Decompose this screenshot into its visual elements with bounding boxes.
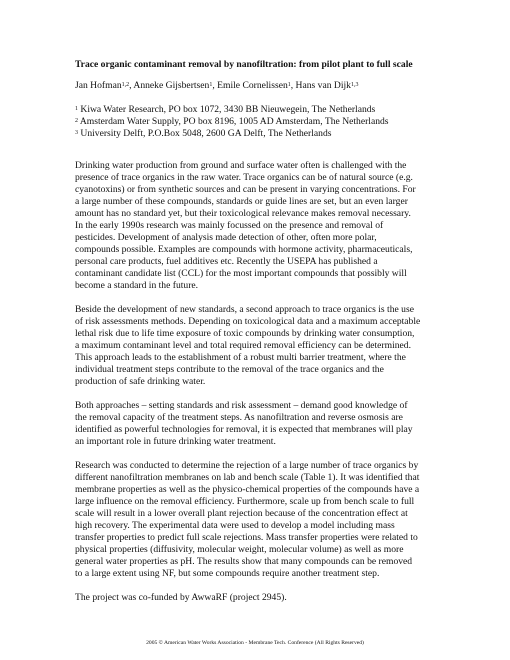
text-line: of risk assessments methods. Depending on toxicological data and a maximum acceptable xyxy=(75,316,421,327)
paper-title: Trace organic contaminant removal by nanofiltration: from pilot plant to full scale xyxy=(75,59,413,70)
author-name: Jan Hofman xyxy=(75,80,122,91)
body-paragraph xyxy=(75,400,447,448)
author-name: Emile Cornelissen xyxy=(217,80,288,91)
text-line: This approach leads to the establishment of a robust multi barrier treatment, where the xyxy=(75,352,406,363)
author-separator: , xyxy=(129,80,134,91)
text-line: an important role in future drinking water treatment. xyxy=(75,436,276,447)
text-line: The project was co-funded by AwwaRF (project 2945). xyxy=(75,592,287,603)
text-line: individual treatment steps contribute to the removal of the trace organics and the xyxy=(75,364,384,375)
text-line: the removal capacity of the treatment steps. As nanofiltration and reverse osmosis are xyxy=(75,412,403,423)
text-line: identified as powerful technologies for removal, it is expected that membranes will play xyxy=(75,424,413,435)
text-line: compounds possible. Examples are compounds with hormone activity, pharmaceuticals, xyxy=(75,244,413,255)
copyright-footer: 2005 © American Water Works Association - Membrane Tech. Conference (All Rights Reserved) xyxy=(146,640,364,646)
affiliation-list xyxy=(75,104,389,140)
affiliation-number: 3 xyxy=(75,130,78,136)
text-line: Research was conducted to determine the rejection of a large number of trace organics by xyxy=(75,460,419,471)
text-line: personal care products, fuel additives etc. Recently the USEPA has published a xyxy=(75,256,378,267)
text-line: presence of trace organics in the raw water. Trace organics can be of natural source (e.g. xyxy=(75,172,413,183)
text-line: lethal risk due to life time exposure of toxic compounds by drinking water consumption, xyxy=(75,328,415,339)
text-line: Both approaches – setting standards and risk assessment – demand good knowledge of xyxy=(75,400,408,411)
affiliation-text: Kiwa Water Research, PO box 1072, 3430 BB Nieuwegein, The Netherlands xyxy=(78,104,376,115)
author-list xyxy=(75,80,358,92)
author-affil-sup: 1,3 xyxy=(350,82,359,88)
text-line: transfer properties to predict full scale rejections. Mass transfer properties were related to xyxy=(75,532,418,543)
affiliation-number: 2 xyxy=(75,118,78,124)
text-line: Drinking water production from ground and surface water often is challenged with the xyxy=(75,160,407,171)
body-paragraph xyxy=(75,304,447,388)
body-paragraph xyxy=(75,592,447,604)
affiliation xyxy=(75,116,389,128)
text-line: cyanotoxins) or from synthetic sources and can be present in varying concentrations. For xyxy=(75,184,416,195)
text-line: high recovery. The experimental data were used to develop a model including mass xyxy=(75,520,395,531)
author-affil-sup: 1 xyxy=(287,82,291,88)
text-line: physical properties (diffusivity, molecular weight, molecular volume) as well as more xyxy=(75,544,404,555)
author-separator: , xyxy=(212,80,218,91)
text-line: a maximum contaminant level and total required removal efficiency can be determined. xyxy=(75,340,412,351)
body-paragraph xyxy=(75,160,447,292)
affiliation-text: Amsterdam Water Supply, PO box 8196, 1005 AD Amsterdam, The Netherlands xyxy=(78,116,389,127)
text-line: large influence on the removal efficiency. Furthermore, scale up from bench scale to full xyxy=(75,496,415,507)
author-affil-sup: 1,2 xyxy=(121,82,130,88)
text-line: become a standard in the future. xyxy=(75,280,199,291)
affiliation xyxy=(75,128,389,140)
text-line: to a large extent using NF, but some compounds require another treatment step. xyxy=(75,568,380,579)
text-line: general water properties as pH. The results show that many compounds can be removed xyxy=(75,556,413,567)
text-line: pesticides. Development of analysis made detection of other, often more polar, xyxy=(75,232,377,243)
text-line: contaminant candidate list (CCL) for the most important compounds that possibly will xyxy=(75,268,407,279)
affiliation xyxy=(75,104,389,116)
text-line: production of safe drinking water. xyxy=(75,376,206,387)
text-line: a large number of these compounds, standards or guide lines are set, but an even larger xyxy=(75,196,408,207)
author-affil-sup: 1 xyxy=(209,82,213,88)
text-line: amount has no standard yet, but their toxicological relevance makes removal necessary. xyxy=(75,208,411,219)
abstract-body xyxy=(75,160,447,616)
author-name: Hans van Dijk xyxy=(295,80,351,91)
text-line: In the early 1990s research was mainly focussed on the presence and removal of xyxy=(75,220,384,231)
text-line: Beside the development of new standards, a second approach to trace organics is the use xyxy=(75,304,414,315)
affiliation-number: 1 xyxy=(75,106,78,112)
affiliation-text: University Delft, P.O.Box 5048, 2600 GA Delft, The Netherlands xyxy=(78,128,332,139)
text-line: different nanofiltration membranes on lab and bench scale (Table 1). It was identified that xyxy=(75,472,420,483)
author-name: Anneke Gijsbertsen xyxy=(133,80,210,91)
author-separator: , xyxy=(290,80,296,91)
body-paragraph xyxy=(75,460,447,580)
text-line: scale will result in a lower overall plant rejection because of the concentration effect at xyxy=(75,508,408,519)
text-line: membrane properties as well as the physico-chemical properties of the compounds have a xyxy=(75,484,420,495)
